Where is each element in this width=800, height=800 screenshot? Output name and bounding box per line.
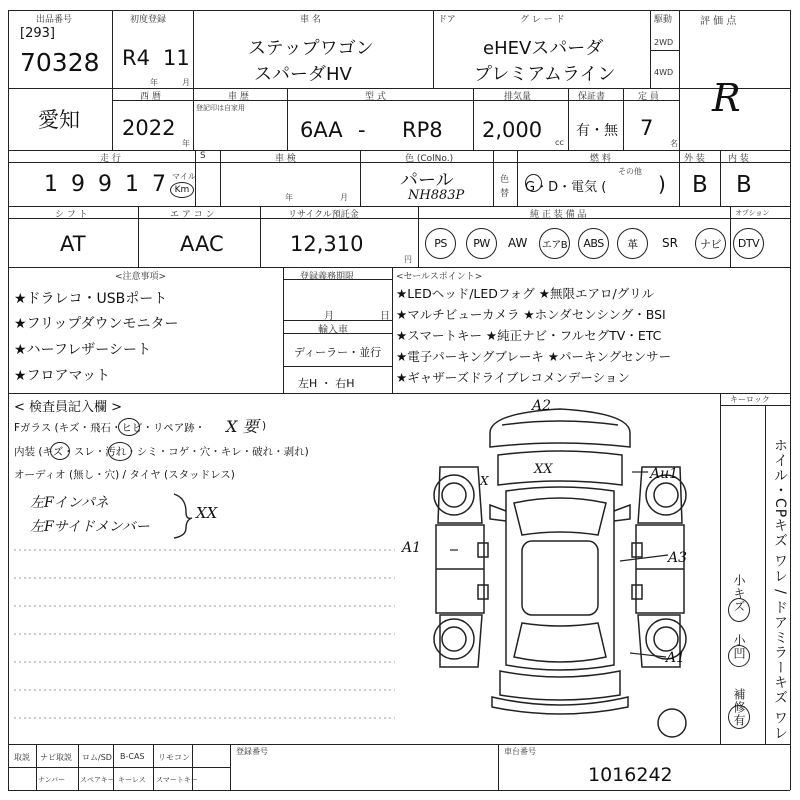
chassis-label: 車台番号 — [504, 747, 536, 756]
name-label: 車 名 — [300, 15, 321, 25]
cc-unit: cc — [555, 138, 564, 147]
shift-value: AT — [60, 232, 86, 256]
year-label: 西 暦 — [140, 92, 161, 102]
wheel-mirror-note: ホイル・CPキズ ワレ / ドアミラーキズ ワレ — [772, 438, 788, 741]
equip-dtv: DTV — [733, 228, 764, 259]
writing-lines — [10, 540, 400, 740]
footer-cell: ナンバー — [38, 776, 66, 784]
chassis-number: 1016242 — [588, 764, 673, 786]
seats-label: 定 員 — [638, 92, 659, 102]
grade-label: グ レ ー ド — [520, 15, 565, 25]
fuel-label: 燃 料 — [590, 154, 611, 164]
reg-label: 初度登録 — [130, 15, 167, 25]
mark-xx: XX — [534, 462, 553, 477]
fuel-options: G・D・電気 ( — [525, 180, 607, 195]
import-label: 輸入車 — [318, 325, 348, 336]
year-unit: 年 — [182, 139, 190, 148]
reg-unit-m: 月 — [182, 78, 190, 87]
drive-4wd: 4WD — [654, 68, 674, 77]
car-diagram — [410, 395, 720, 743]
recycle-label: リサイクル預託金 — [288, 210, 359, 220]
note-item: ★ドラレコ・USBポート — [14, 291, 168, 307]
mark-a1-left: A1 — [402, 540, 422, 556]
interior-circle-2 — [108, 442, 132, 461]
mark-x-side: X — [480, 474, 489, 488]
color-value: パール — [400, 170, 454, 191]
equip-airbag: エアB — [539, 228, 570, 259]
interior-circle-1 — [50, 442, 70, 460]
equip-abs: ABS — [578, 228, 609, 259]
mark-a2: A2 — [532, 398, 552, 414]
color-number: NH883P — [408, 188, 465, 203]
cc-label: 排気量 — [504, 92, 532, 102]
interior-grade: B — [736, 172, 752, 198]
note-item: ★フロアマット — [14, 368, 110, 384]
warranty-value: 有・無 — [576, 123, 618, 139]
audio-note: オーディオ (無し・穴) / タイヤ (スタッドレス) — [14, 469, 235, 481]
equip-navi: ナビ — [695, 228, 726, 259]
circle-repaired — [728, 705, 750, 729]
sales-line: ★ギャザーズドライブレコメンデーション — [396, 370, 630, 385]
chip-circle — [118, 418, 140, 436]
prefecture: 愛知 — [38, 108, 80, 132]
history-sub: 登記印は自家用 — [196, 104, 245, 112]
handle-side: 左H ・ 右H — [298, 377, 355, 390]
equip-ps: PS — [425, 228, 456, 259]
exterior-grade: B — [692, 172, 708, 198]
footer-cell: B-CAS — [120, 752, 145, 761]
footer-cell: スマートキー — [156, 776, 198, 784]
recycle-value: 12,310 — [290, 232, 364, 256]
equip-pw: PW — [466, 228, 497, 259]
engine-code: 6AA — [300, 118, 343, 142]
sales-line: ★電子パーキングブレーキ ★パーキングセンサー — [396, 349, 672, 364]
circle-small-scratch — [728, 598, 750, 622]
import-dealer: ディーラー・並行 — [294, 346, 382, 359]
note-item: ★フリップダウンモニター — [14, 316, 179, 332]
drive-2wd: 2WD — [654, 38, 674, 47]
color-label: 色 (ColNo.) — [405, 154, 454, 164]
footer-cell: キーレス — [118, 776, 146, 784]
equip-aw: AW — [508, 236, 528, 250]
km-circled — [170, 182, 194, 198]
lot-number: 70328 — [20, 48, 100, 77]
km-label: Km — [174, 185, 190, 195]
registration-unit-m: 月 — [324, 311, 334, 322]
year-value: 2022 — [122, 116, 176, 140]
equip-leather: 革 — [617, 228, 648, 259]
drive-label: 駆動 — [654, 15, 673, 25]
score-label: 評 価 点 — [700, 16, 737, 27]
ac-value: AAC — [180, 232, 224, 256]
lot-sub: [293] — [20, 26, 55, 41]
mark-au1: Au1 — [650, 466, 679, 482]
seats-value: 7 — [640, 116, 654, 140]
registration-label: 登録義務期限 — [300, 272, 355, 282]
hand-note-2: 左Fサイドメンバー — [30, 519, 150, 535]
footer-cell: ロム/SD — [82, 753, 112, 762]
fuel-close: ) — [658, 172, 666, 196]
equip-label: 純 正 装 備 品 — [530, 210, 587, 220]
inspector-label: < 検査員記入欄 > — [14, 400, 123, 415]
fuel-g-circle — [525, 174, 542, 192]
sales-line: ★スマートキー ★純正ナビ・フルセグTV・ETC — [396, 328, 662, 343]
score-value: R — [712, 76, 741, 120]
interior-note: 内装 (キズ・スレ・汚れ・シミ・コゲ・穴・キレ・破れ・剥れ) — [14, 446, 309, 458]
recycle-unit: 円 — [404, 255, 412, 264]
grade-2: プレミアムライン — [474, 64, 616, 85]
sales-line: ★マルチビューカメラ ★ホンダセンシング・BSI — [396, 307, 666, 322]
reg-month: 11 — [163, 46, 190, 70]
exterior-label: 外 装 — [684, 154, 705, 164]
footer-cell: リモコン — [158, 753, 190, 762]
small-dent: 小凹 — [732, 634, 746, 660]
mark-a3: A3 — [668, 550, 688, 566]
door-label: ドア — [438, 15, 456, 25]
model-dash: - — [358, 118, 366, 142]
insp-unit-y: 年 — [285, 193, 293, 202]
color-side-1: 色 — [500, 175, 510, 185]
mark-a1-rear: A1 — [666, 650, 686, 666]
extra-label: オプション — [735, 209, 770, 217]
cc-value: 2,000 — [482, 118, 543, 142]
cert-label: 登録番号 — [236, 747, 268, 756]
interior-label: 内 装 — [728, 154, 749, 164]
glass-note: Fガラス (キズ・飛石・ヒビ・リペア跡・ — [14, 422, 206, 434]
insp-unit-m: 月 — [340, 193, 348, 202]
fuel-other-label: その他 — [618, 167, 642, 176]
keylock-label: キーロック — [730, 395, 770, 404]
sales-label: <セールスポイント> — [396, 272, 483, 282]
color-side-2: 替 — [500, 189, 510, 199]
model-code: RP8 — [402, 118, 443, 142]
reg-unit-y: 年 — [150, 78, 158, 87]
glass-close: ) — [262, 420, 267, 432]
equip-sr: SR — [662, 236, 678, 250]
mileage-value: 1 9 9 1 7 — [44, 172, 169, 197]
footer-cell: スペアキー — [80, 776, 115, 784]
circle-small-dent — [728, 645, 750, 667]
repaired: 補修有 — [732, 688, 746, 727]
history-label: 車 歴 — [228, 92, 249, 102]
grade-1: eHEVスパーダ — [483, 38, 604, 59]
sales-line: ★LEDヘッド/LEDフォグ ★無限エアロ/グリル — [396, 286, 655, 301]
brace-mark — [170, 490, 194, 540]
inspection-label: 車 検 — [275, 154, 296, 164]
registration-unit-d: 日 — [380, 311, 390, 322]
footer-cell: 取説 — [14, 753, 30, 762]
glass-mark: X 要 — [226, 417, 259, 436]
model-label: 型 式 — [365, 92, 386, 102]
note-item: ★ハーフレザーシート — [14, 342, 152, 358]
unit-label: S — [200, 151, 206, 161]
seats-unit: 名 — [670, 139, 678, 148]
reg-year: R4 — [122, 46, 150, 70]
notes-label: <注意事項> — [115, 272, 167, 282]
warranty-label: 保証書 — [578, 92, 606, 102]
car-name-1: ステップワゴン — [248, 38, 374, 59]
lot-label: 出品番号 — [36, 15, 73, 25]
small-scratch: 小キズ — [732, 574, 746, 613]
mile-label: マイル — [172, 172, 196, 181]
shift-label: シ フ ト — [55, 210, 88, 220]
footer-cell: ナビ取説 — [40, 753, 72, 762]
car-name-2: スパーダHV — [254, 64, 352, 85]
mileage-label: 走 行 — [100, 154, 121, 164]
hand-mark: XX — [196, 504, 218, 522]
ac-label: エ ア コ ン — [170, 210, 215, 220]
hand-note-1: 左Fインパネ — [30, 495, 109, 511]
